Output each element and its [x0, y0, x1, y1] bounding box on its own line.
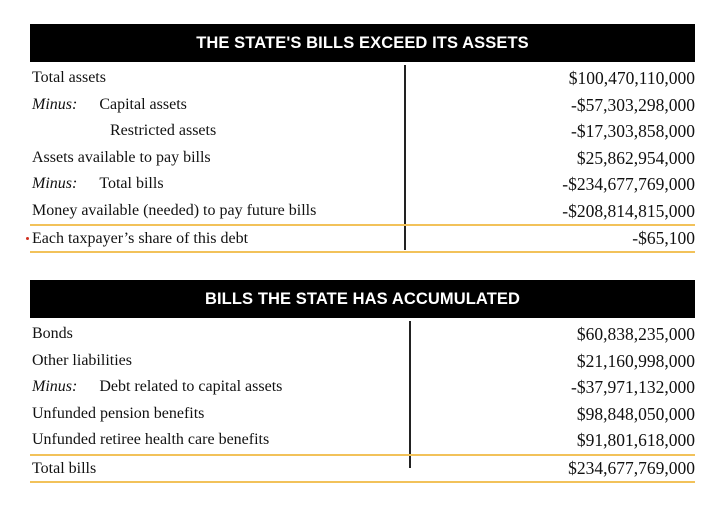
- row-label: Debt related to capital assets: [99, 378, 283, 395]
- table-row: [30, 198, 695, 225]
- minus-prefix: Minus:: [32, 378, 78, 395]
- row-label: Capital assets: [99, 95, 187, 113]
- bills-table-rows: [30, 318, 695, 483]
- row-label: Unfunded retiree health care benefits: [32, 431, 270, 448]
- row-value: $234,677,769,000: [568, 457, 695, 478]
- assets-table: [30, 24, 695, 253]
- row-label: Unfunded pension benefits: [32, 404, 205, 422]
- row-value: -$65,100: [632, 228, 695, 248]
- row-value: $25,862,954,000: [576, 147, 695, 168]
- table-row: [30, 348, 695, 375]
- bills-table-title: BILLS THE STATE HAS ACCUMULATED: [30, 280, 695, 318]
- row-value: -$57,303,298,000: [571, 94, 695, 115]
- table-row: [30, 118, 695, 145]
- row-value: -$234,677,769,000: [562, 174, 695, 194]
- table-row: [30, 145, 695, 172]
- table-row: [30, 171, 695, 198]
- table-row: [30, 374, 695, 401]
- assets-table-title: THE STATE'S BILLS EXCEED ITS ASSETS: [30, 24, 695, 62]
- minus-prefix: Minus:: [32, 175, 78, 192]
- minus-prefix: Minus:: [32, 95, 78, 113]
- row-label: Total assets: [32, 69, 106, 86]
- row-label: Bonds: [32, 325, 73, 342]
- row-label: Total bills: [32, 459, 97, 477]
- table-row: [30, 427, 695, 454]
- row-value: $21,160,998,000: [576, 350, 695, 371]
- row-value: $91,801,618,000: [576, 430, 695, 450]
- row-value: -$208,814,815,000: [562, 200, 695, 221]
- total-bills-row: [30, 454, 695, 483]
- assets-table-rows: [30, 62, 695, 253]
- table-row: [30, 65, 695, 92]
- row-value: $60,838,235,000: [576, 324, 695, 344]
- row-label: Total bills: [99, 175, 164, 192]
- row-value: $98,848,050,000: [576, 403, 695, 424]
- row-label: Each taxpayer’s share of this debt: [32, 230, 249, 247]
- row-value: $100,470,110,000: [568, 68, 695, 88]
- table-row: [30, 401, 695, 428]
- row-label: Money available (needed) to pay future bills: [32, 201, 317, 219]
- row-label: Other liabilities: [32, 351, 132, 369]
- row-label: Restricted assets: [110, 122, 217, 139]
- row-label: Assets available to pay bills: [32, 148, 211, 166]
- bills-table: [30, 280, 695, 483]
- table-row: [30, 321, 695, 348]
- bullet-marker: [26, 237, 29, 240]
- taxpayer-share-row: [30, 224, 695, 253]
- row-value: -$37,971,132,000: [571, 377, 695, 397]
- row-value: -$17,303,858,000: [571, 121, 695, 141]
- table-row: [30, 92, 695, 119]
